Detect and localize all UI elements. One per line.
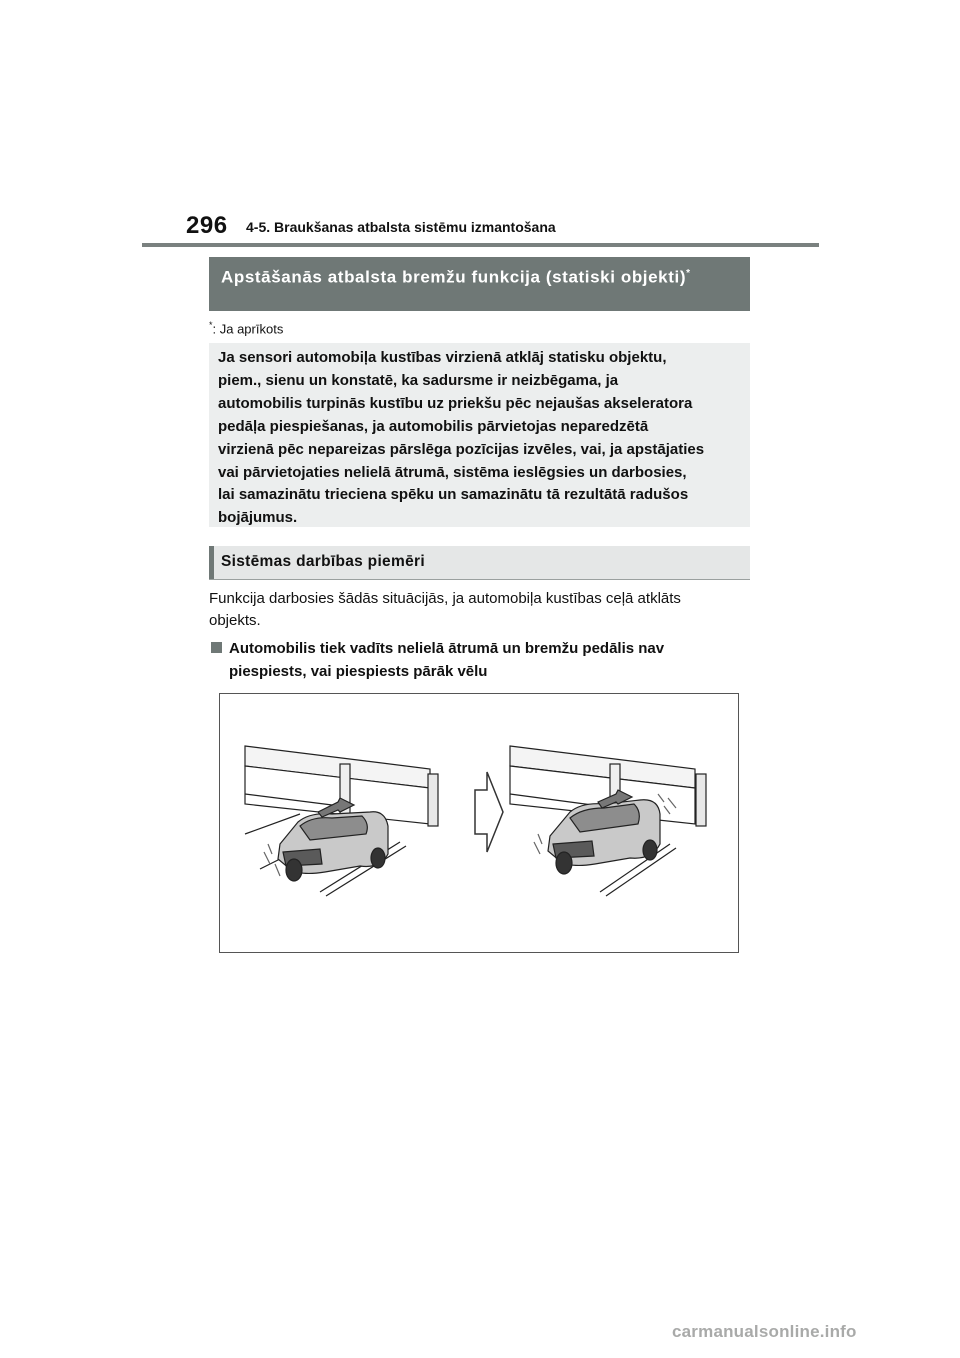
bullet-text bbox=[229, 638, 729, 683]
section-title-text: Apstāšanās atbalsta bremžu funkcija (statiski objekti) bbox=[221, 267, 687, 287]
footnote-marker: * bbox=[209, 320, 213, 330]
parking-illustration bbox=[220, 694, 740, 954]
intro-line: Ja sensori automobiļa kustības virzienā atklāj statisku objektu, bbox=[218, 349, 667, 366]
illustration-frame bbox=[219, 693, 739, 953]
footnote-text: : Ja aprīkots bbox=[212, 321, 284, 337]
bullet-line: Automobilis tiek vadīts nelielā ātrumā un bremžu pedālis nav bbox=[229, 640, 665, 657]
scene-after bbox=[510, 746, 706, 896]
bullet-line: piespiests, vai piespiests pārāk vēlu bbox=[229, 662, 488, 680]
subheading-accent-bar bbox=[209, 546, 214, 579]
title-footnote-marker: * bbox=[686, 268, 691, 279]
intro-box bbox=[209, 343, 750, 527]
square-bullet-icon bbox=[211, 642, 222, 653]
section-path: 4-5. Braukšanas atbalsta sistēmu izmantošana bbox=[246, 219, 556, 235]
body-line: Funkcija darbosies šādās situācijās, ja automobiļa kustības ceļā atklāts bbox=[209, 590, 681, 607]
section-title bbox=[209, 257, 750, 311]
body-line: objekts. bbox=[209, 612, 261, 629]
header-rule bbox=[142, 243, 819, 247]
intro-line: virzienā pēc nepareizas pārslēga pozīcijas izvēles, vai, ja apstājaties bbox=[218, 440, 705, 458]
scene-before bbox=[245, 746, 438, 896]
intro-line: bojājumus. bbox=[218, 509, 298, 527]
watermark: carmanualsonline.info bbox=[672, 1322, 857, 1341]
transition-arrow bbox=[475, 772, 503, 852]
intro-line: automobilis turpinās kustību uz priekšu pēc nejaušas akseleratora bbox=[218, 394, 693, 412]
intro-line: lai samazinātu trieciena spēku un samazinātu tā rezultātā radušos bbox=[218, 486, 689, 504]
subheading-text: Sistēmas darbības piemēri bbox=[221, 553, 425, 570]
intro-line: piem., sienu un konstatē, ka sadursme ir neizbēgama, ja bbox=[218, 371, 619, 389]
subheading bbox=[209, 546, 750, 580]
footnote bbox=[209, 320, 283, 336]
page-number: 296 bbox=[186, 212, 228, 239]
intro-line: pedāļa piespiešanas, ja automobilis pārvietojas neparedzētā bbox=[218, 417, 649, 435]
body-paragraph bbox=[209, 588, 750, 632]
intro-line: vai pārvietojaties nelielā ātrumā, sistēma ieslēgsies un darbosies, bbox=[218, 463, 687, 481]
